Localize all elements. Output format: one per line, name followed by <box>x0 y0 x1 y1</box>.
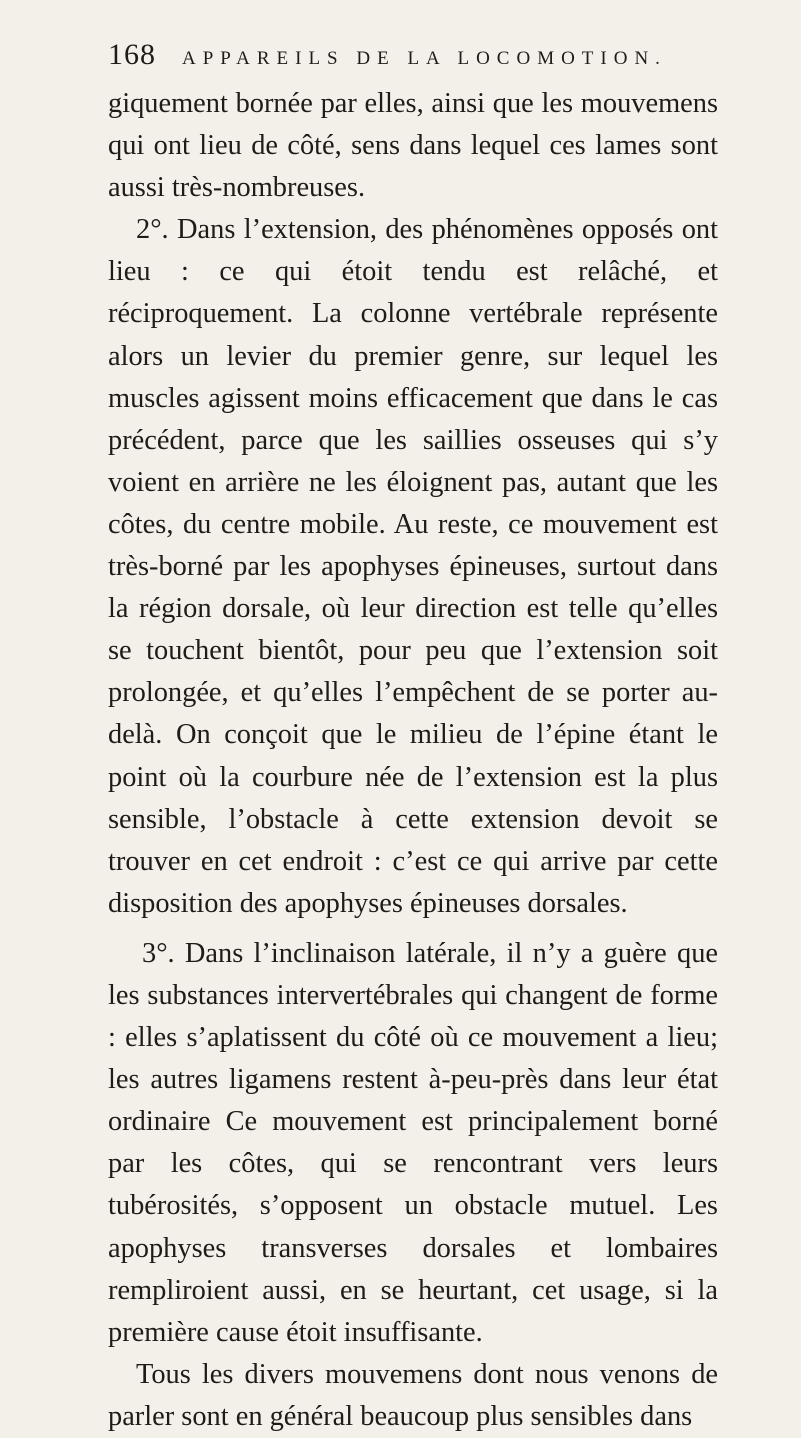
paragraph-4: Tous les divers mouvemens dont nous venons de parler sont en général beaucoup plus sensibles dans <box>108 1358 718 1432</box>
page-number: 168 <box>108 38 156 71</box>
paragraph-spacer <box>108 925 718 933</box>
page-body <box>108 83 718 1438</box>
running-title: APPAREILS DE LA LOCOMOTION. <box>182 48 667 69</box>
paragraph-3: 3°. Dans l’inclinaison latérale, il n’y a guère que les substances intervertébrales qui changent de forme : elles s’aplatissent du côté où ce mouvement a lieu; les autres ligamens restent à-peu-près dans leur état ordinaire Ce mouvement est principalement borné par les côtes, qui se rencontrant vers leurs tubérosités, s’opposent un obstacle mutuel. Les apophyses transverses dorsales et lombaires rempliroient aussi, en se heurtant, cet usage, si la première cause étoit insuffisante. <box>108 937 718 1348</box>
paragraph-2: 2°. Dans l’extension, des phénomènes opposés ont lieu : ce qui étoit tendu est relâché, et réciproquement. La colonne vertébrale représente alors un levier du premier genre, sur lequel les muscles agissent moins efficacement que dans le cas précédent, parce que les saillies osseuses qui s’y voient en arrière ne les éloignent pas, autant que les côtes, du centre mobile. Au reste, ce mouvement est très-borné par les apophyses épineuses, surtout dans la région dorsale, où leur direction est telle qu’elles se touchent bientôt, pour peu que l’extension soit prolongée, et qu’elles l’empêchent de se porter au-delà. On conçoit que le milieu de l’épine étant le point où la courbure née de l’extension est la plus sensible, l’obstacle à cette extension devoit se trouver en cet endroit : c’est ce qui arrive par cette disposition des apophyses épineuses dorsales. <box>108 214 718 919</box>
paragraph-1: giquement bornée par elles, ainsi que les mouvemens qui ont lieu de côté, sens dans lequel ces lames sont aussi très-nombreuses. <box>108 88 718 204</box>
page-header <box>108 38 708 86</box>
